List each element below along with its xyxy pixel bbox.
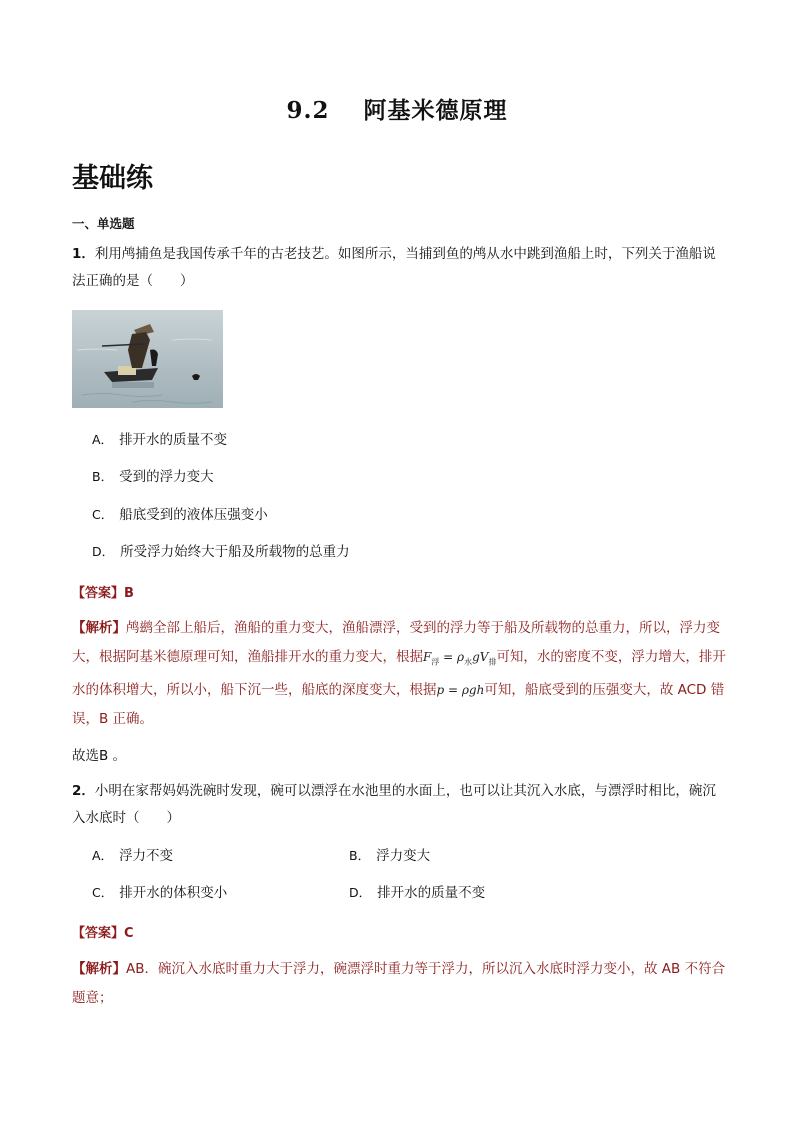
question-text: 小明在家帮妈妈洗碗时发现，碗可以漂浮在水池里的水面上，也可以让其沉入水底，与漂浮时相比，碗沉入水底时（ ） [72, 783, 716, 826]
buoyancy-formula: $F_浮 = \rho_水gV_排$ [423, 649, 497, 666]
option-letter: D． [349, 885, 372, 900]
question-2-analysis [72, 955, 726, 1012]
answer-value: C [124, 926, 134, 941]
option-text: 浮力不变 [119, 848, 174, 864]
option-text: 浮力变大 [376, 848, 431, 864]
option-text: 所受浮力始终大于船及所载物的总重力 [120, 544, 350, 560]
fisherman-cormorant-photo [72, 310, 223, 408]
title-text: 阿基米德原理 [363, 97, 508, 124]
analysis-text-1: 鸬鹚全部上船后，渔船的重力变大，渔船漂浮，受到的浮力等于船及所载物的总重力，所以，浮力变大，根据阿基米德原理可知，渔船排开水的重力变大，根据 [72, 620, 720, 665]
question-2-option-b[interactable] [349, 846, 430, 866]
option-text: 排开水的质量不变 [377, 885, 486, 901]
pressure-formula: p = ρgh [436, 683, 485, 698]
option-letter: C． [92, 885, 114, 900]
question-1-stem [72, 241, 726, 295]
analysis-text: AB．碗沉入水底时重力大于浮力，碗漂浮时重力等于浮力，所以沉入水底时浮力变小，故 AB 不符合题意； [72, 961, 726, 1006]
analysis-label: 【解析】 [72, 961, 126, 977]
question-2-option-c[interactable] [92, 883, 227, 903]
question-2-option-a[interactable] [92, 846, 173, 866]
analysis-label: 【解析】 [72, 620, 126, 636]
question-1-option-d[interactable] [92, 542, 350, 562]
question-2-option-d[interactable] [349, 883, 485, 903]
analysis-text-2: 可知，水的密度不变，浮力增大，排开水的体积增大，所以小，船下沉一些，船底的深度变大，根据 [72, 648, 726, 699]
question-number: 2． [72, 783, 95, 799]
photo-illustration [72, 310, 223, 408]
subsection-title: 一、单选题 [72, 216, 135, 231]
question-1-option-a[interactable] [92, 430, 227, 450]
option-letter: A． [92, 848, 114, 863]
question-1-option-c[interactable] [92, 505, 268, 525]
answer-label: 【答案】 [72, 926, 125, 941]
option-letter: B． [349, 848, 371, 863]
question-1-conclusion: 故选B 。 [72, 748, 127, 764]
option-text: 排开水的体积变小 [119, 885, 228, 901]
option-text: 受到的浮力变大 [119, 469, 214, 485]
question-2-stem [72, 778, 726, 832]
answer-value: B [124, 586, 134, 601]
section-title: 基础练 [72, 163, 153, 194]
page-title [0, 92, 794, 125]
option-letter: C． [92, 507, 114, 522]
question-1-option-b[interactable] [92, 467, 214, 487]
question-number: 1． [72, 246, 95, 262]
title-number: 9.2 [286, 97, 330, 124]
option-letter: B． [92, 469, 114, 484]
question-1-analysis [72, 614, 726, 733]
analysis-text-3: 可知，船底受到的压强变大，故 ACD 错误，B 正确。 [72, 682, 725, 727]
option-text: 排开水的质量不变 [119, 432, 228, 448]
option-letter: D． [92, 544, 115, 559]
option-text: 船底受到的液体压强变小 [119, 507, 268, 523]
question-text: 利用鸬捕鱼是我国传承千年的古老技艺。如图所示，当捕到鱼的鸬从水中跳到渔船上时，下列关于渔船说法正确的是（ ） [72, 246, 716, 289]
option-letter: A． [92, 432, 114, 447]
question-2-answer [72, 922, 134, 941]
answer-label: 【答案】 [72, 586, 125, 601]
question-1-answer [72, 582, 134, 601]
